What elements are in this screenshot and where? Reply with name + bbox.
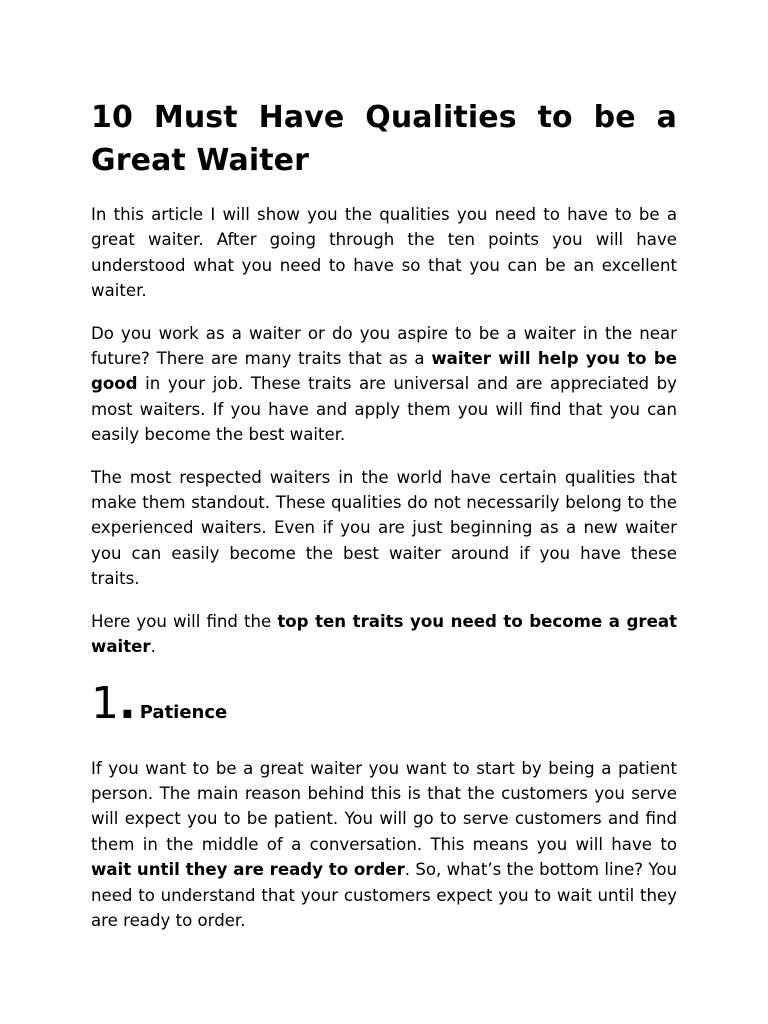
section-1-text-end: . So, what’s the bottom line? You need to understand that your customers expect you to wait until they are ready to order. [91, 860, 677, 930]
section-1-heading [91, 674, 677, 734]
paragraph-2-text-end: in your job. These traits are universal and are appreciated by most waiters. If you have and apply them you will find that you can easily become the best waiter. [91, 374, 677, 445]
paragraph-3: The most respected waiters in the world have certain qualities that make them standout. These qualities do not necessarily belong to the experienced waiters. Even if you are just beginning as a new waiter you can easily become the best waiter around if you have these traits. [91, 467, 677, 589]
intro-paragraph: In this article I will show you the qualities you need to have to be a great waiter. After going through the ten points you will have understood what you need to have so that you can be an excellent waiter. [91, 205, 677, 301]
section-title: Patience [139, 701, 228, 723]
section-number-dot: . [119, 677, 136, 729]
section-number: 1 [91, 677, 119, 729]
paragraph-2-bold: waiter will help you to be good [91, 349, 678, 394]
section-1-body [91, 756, 677, 934]
paragraph-4-text-start: Here you will find the [91, 611, 278, 631]
article-title: 10 Must Have Qualities to be a Great Waiter [91, 100, 677, 178]
document-page [91, 96, 677, 933]
paragraph-2-text-start: Do you work as a waiter or do you aspire to be a waiter in the near future? There are many traits that as a [91, 323, 677, 369]
section-1-text-start: If you want to be a great waiter you want to start by being a patient person. The main reason behind this is that the customers you serve will expect you to be patient. You will go to serve customers and find them in the middle of a conversation. This means you will have to [91, 758, 677, 854]
paragraph-4 [91, 609, 677, 660]
paragraph-4-bold: top ten traits you need to become a great waiter [91, 611, 677, 657]
paragraph-4-text-end: . [150, 637, 156, 657]
section-1-bold: wait until they are ready to order [91, 860, 405, 880]
paragraph-2 [91, 321, 677, 448]
